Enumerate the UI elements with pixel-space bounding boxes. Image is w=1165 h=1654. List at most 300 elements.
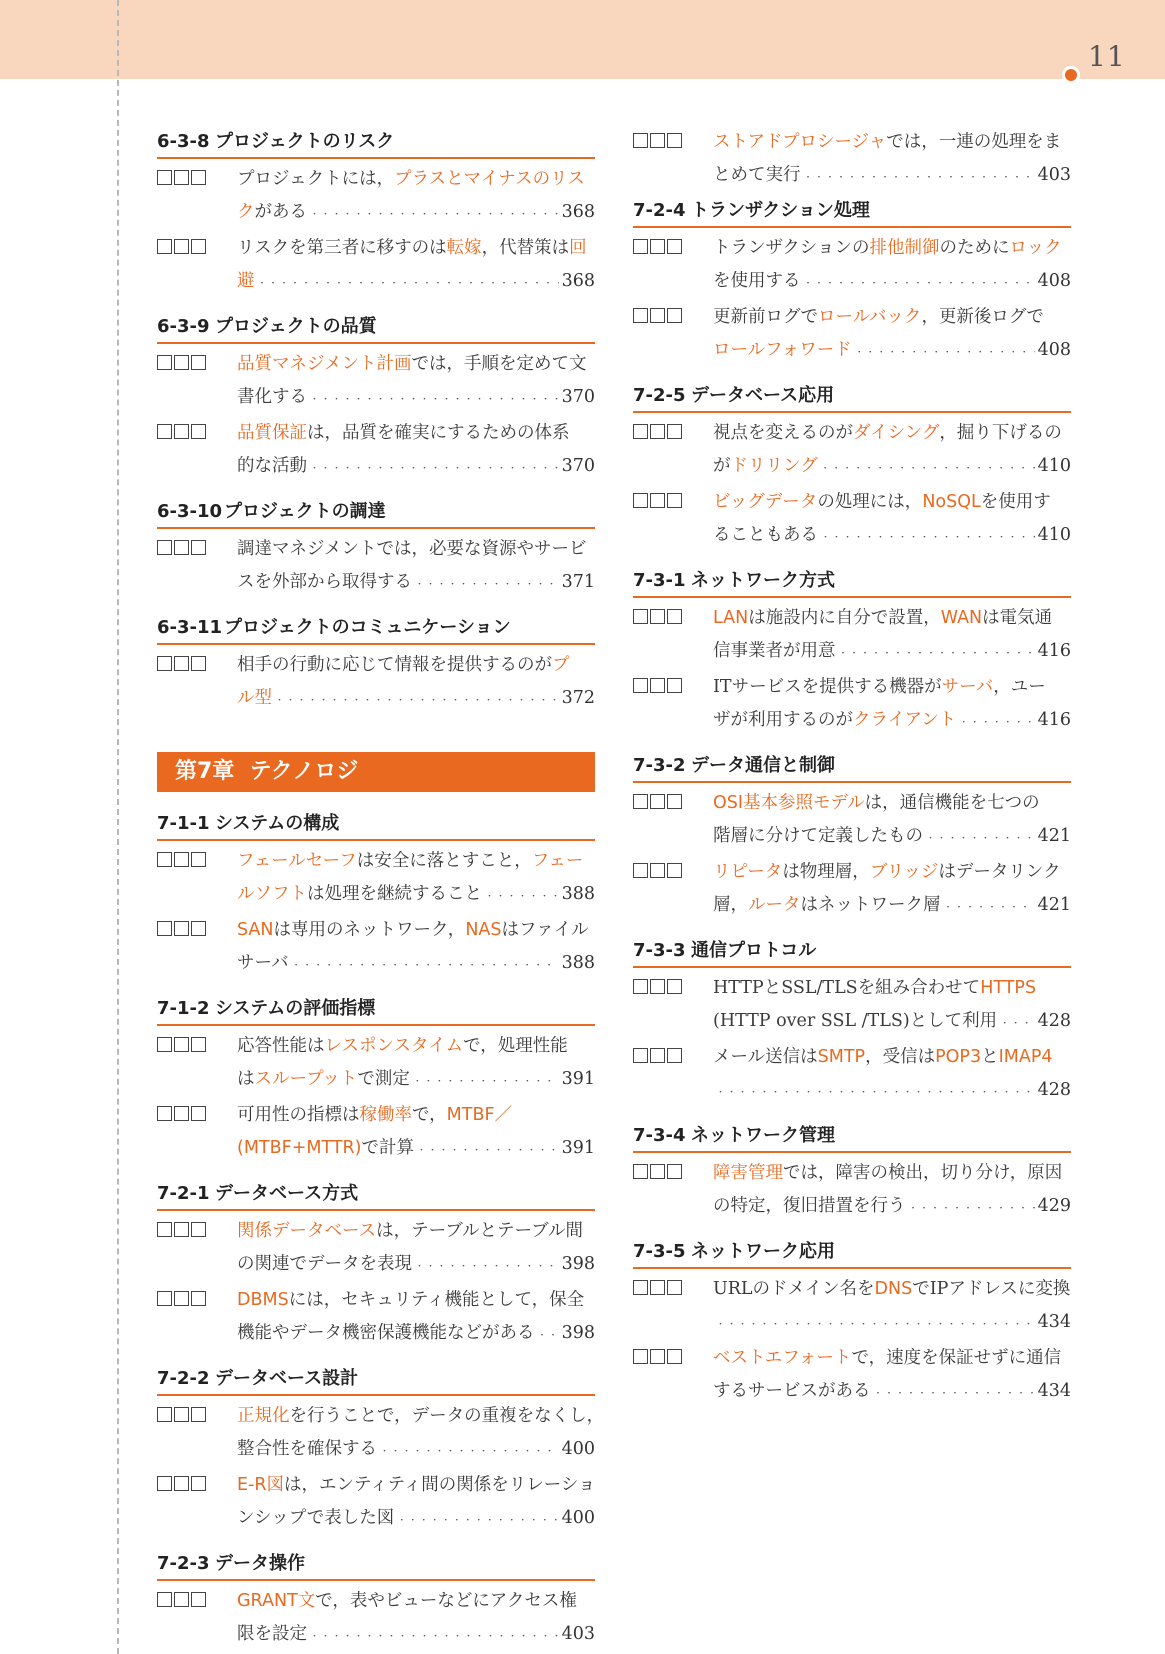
text-segment: で， xyxy=(412,1105,447,1125)
page-reference: 391 xyxy=(561,1069,595,1089)
checklist-item xyxy=(157,1215,595,1284)
checkbox-group xyxy=(157,921,208,936)
text-segment: の特定，復旧措置を行う xyxy=(713,1196,906,1216)
keyword: ビッグデータ xyxy=(713,492,818,512)
checkbox-group xyxy=(633,794,684,809)
text-segment: でIPアドレスに変換 xyxy=(912,1279,1071,1299)
checkbox-group xyxy=(157,1222,208,1237)
section-heading xyxy=(157,993,595,1026)
item-line xyxy=(237,1030,595,1063)
checkbox[interactable] xyxy=(191,1106,206,1121)
section-title: データ操作 xyxy=(215,1553,305,1574)
checkbox[interactable] xyxy=(633,1048,648,1063)
item-line xyxy=(713,334,1071,370)
checkbox[interactable] xyxy=(191,921,206,936)
keyword: ロールフォワード xyxy=(713,340,852,360)
text-segment: ンシップで表した図 xyxy=(237,1508,395,1528)
keyword: フェー xyxy=(531,851,584,871)
checklist-item xyxy=(633,671,1071,740)
keyword: IMAP4 xyxy=(998,1047,1053,1067)
section-title: ネットワーク方式 xyxy=(691,570,835,591)
section-title: 通信プロトコル xyxy=(691,940,817,961)
keyword: リピータ xyxy=(713,862,783,882)
text-segment: ることもある xyxy=(713,525,818,545)
text-segment: プロジェクトには， xyxy=(237,169,395,189)
page-reference: 410 xyxy=(1037,525,1071,545)
checkbox[interactable] xyxy=(157,1592,172,1607)
checkbox[interactable] xyxy=(633,424,648,439)
text-segment: を使用す xyxy=(980,492,1051,512)
text-segment: は電気通 xyxy=(982,608,1053,628)
dot-leader xyxy=(485,878,559,914)
checklist-item xyxy=(633,301,1071,370)
section-heading xyxy=(633,750,1071,783)
item-text xyxy=(237,1099,512,1132)
chapter-heading xyxy=(157,752,595,792)
item-line xyxy=(237,1317,595,1353)
checkbox-group xyxy=(157,355,208,370)
checkbox[interactable] xyxy=(174,1476,189,1491)
checklist-item xyxy=(157,1400,605,1469)
checkbox[interactable] xyxy=(667,794,682,809)
page-reference: 388 xyxy=(561,953,595,973)
checkbox-group xyxy=(157,1407,208,1422)
right-sections xyxy=(633,195,1071,1411)
section-number: 7-2-5 xyxy=(633,385,686,406)
checkbox[interactable] xyxy=(174,921,189,936)
text-segment: では，一連の処理をま xyxy=(886,132,1062,152)
text-segment: はネットワーク層 xyxy=(800,895,941,915)
checkbox[interactable] xyxy=(157,1037,172,1052)
section-number: 6-3-8 xyxy=(157,131,210,152)
checkbox[interactable] xyxy=(667,424,682,439)
checklist-item xyxy=(633,417,1071,486)
section-heading xyxy=(157,1363,595,1396)
checkbox[interactable] xyxy=(667,1349,682,1364)
dot-leader xyxy=(839,635,1035,671)
section-title: プロジェクトのリスク xyxy=(215,131,395,152)
item-line xyxy=(713,856,1071,889)
checkbox[interactable] xyxy=(650,239,665,254)
checkbox[interactable] xyxy=(633,493,648,508)
item-text xyxy=(237,649,570,682)
checkbox[interactable] xyxy=(174,424,189,439)
keyword: ベストエフォート xyxy=(713,1348,852,1368)
page-reference: 421 xyxy=(1037,826,1071,846)
item-line xyxy=(713,1157,1071,1190)
checkbox[interactable] xyxy=(157,540,172,555)
checkbox[interactable] xyxy=(191,1476,206,1491)
checkbox[interactable] xyxy=(191,540,206,555)
page-reference: 421 xyxy=(1037,895,1071,915)
checkbox[interactable] xyxy=(633,863,648,878)
text-segment: の処理には， xyxy=(817,492,923,512)
checkbox[interactable] xyxy=(191,1592,206,1607)
page-reference: 388 xyxy=(561,884,595,904)
checkbox-group xyxy=(633,979,684,994)
text-segment: ITサービスを提供する機器が xyxy=(713,677,942,697)
item-text xyxy=(713,820,923,853)
text-segment: トランザクションの xyxy=(713,238,870,258)
item-line xyxy=(237,914,595,947)
item-line xyxy=(713,301,1071,334)
item-text xyxy=(713,519,818,552)
checkbox[interactable] xyxy=(667,1164,682,1179)
text-segment: (HTTP over SSL /TLS)として利用 xyxy=(713,1011,998,1031)
item-line xyxy=(237,682,595,718)
item-line xyxy=(237,265,595,301)
header-band xyxy=(0,0,1165,79)
dot-leader xyxy=(538,1317,559,1353)
keyword: プ xyxy=(552,655,570,675)
checkbox[interactable] xyxy=(650,609,665,624)
checklist-item xyxy=(633,856,1071,925)
text-segment: 応答性能は xyxy=(237,1036,325,1056)
checkbox[interactable] xyxy=(191,239,206,254)
item-text xyxy=(237,381,307,414)
item-line xyxy=(713,889,1071,925)
item-line xyxy=(237,1400,605,1433)
checkbox-group xyxy=(157,1291,208,1306)
item-line xyxy=(713,450,1071,486)
page-reference: 368 xyxy=(561,271,595,291)
checkbox[interactable] xyxy=(174,355,189,370)
left-sections-bottom xyxy=(157,808,605,1654)
checkbox[interactable] xyxy=(174,852,189,867)
checkbox[interactable] xyxy=(667,678,682,693)
text-segment: で計算 xyxy=(361,1138,415,1158)
text-segment: は安全に落とすこと， xyxy=(356,851,532,871)
checklist-item xyxy=(633,486,1071,555)
checkbox[interactable] xyxy=(667,308,682,323)
item-line xyxy=(237,381,595,417)
section-number: 7-3-5 xyxy=(633,1241,686,1262)
checkbox[interactable] xyxy=(157,170,172,185)
keyword: ストアドプロシージャ xyxy=(713,132,887,152)
checkbox[interactable] xyxy=(650,1349,665,1364)
text-segment: ，掘り下げるの xyxy=(939,423,1062,443)
checklist-item xyxy=(157,232,595,301)
checkbox[interactable] xyxy=(157,1476,172,1491)
checkbox[interactable] xyxy=(174,1407,189,1422)
item-text xyxy=(237,845,583,878)
dot-leader xyxy=(310,381,559,417)
item-line xyxy=(713,704,1071,740)
checkbox[interactable] xyxy=(650,863,665,878)
checkbox[interactable] xyxy=(191,852,206,867)
section-title: データベース設計 xyxy=(215,1368,359,1389)
checkbox-group xyxy=(157,1037,208,1052)
checkbox[interactable] xyxy=(191,355,206,370)
item-line xyxy=(713,1273,1071,1306)
keyword: 正規化 xyxy=(237,1406,290,1426)
item-line xyxy=(713,1074,1071,1110)
text-segment: サーバ xyxy=(237,953,289,973)
item-line xyxy=(713,232,1071,265)
checkbox[interactable] xyxy=(650,133,665,148)
left-column xyxy=(157,126,605,1654)
text-segment: はファイル xyxy=(501,920,589,940)
item-text xyxy=(713,1375,871,1408)
checkbox[interactable] xyxy=(633,1164,648,1179)
keyword: (MTBF+MTTR) xyxy=(237,1138,362,1158)
keyword: DNS xyxy=(874,1279,913,1299)
dot-leader xyxy=(716,1306,1035,1342)
checkbox[interactable] xyxy=(650,678,665,693)
section-number: 7-1-2 xyxy=(157,998,210,1019)
item-text xyxy=(237,348,586,381)
item-text xyxy=(237,196,307,229)
item-text xyxy=(237,1469,596,1502)
item-text xyxy=(237,1215,583,1248)
item-text xyxy=(713,889,941,922)
keyword: SMTP xyxy=(817,1047,866,1067)
dot-leader xyxy=(959,704,1034,740)
text-segment: 機能やデータ機密保護機能などがある xyxy=(237,1323,535,1343)
section-title: トランザクション処理 xyxy=(691,200,870,221)
text-segment: するサービスがある xyxy=(713,1381,871,1401)
checkbox[interactable] xyxy=(633,1349,648,1364)
item-text xyxy=(713,1190,906,1223)
checklist-item xyxy=(633,1273,1071,1342)
checkbox[interactable] xyxy=(633,308,648,323)
checkbox[interactable] xyxy=(174,540,189,555)
checkbox-group xyxy=(157,170,208,185)
keyword: プラスとマイナスのリス xyxy=(394,169,585,189)
checkbox[interactable] xyxy=(191,1291,206,1306)
page-reference: 416 xyxy=(1037,710,1071,730)
text-segment: ，受信は xyxy=(865,1047,936,1067)
keyword: 転嫁 xyxy=(446,238,482,258)
checkbox[interactable] xyxy=(650,424,665,439)
item-text xyxy=(713,1041,1053,1074)
item-text xyxy=(713,704,956,737)
checkbox[interactable] xyxy=(633,979,648,994)
dot-leader xyxy=(275,682,559,718)
checklist-item xyxy=(633,972,1071,1041)
item-line xyxy=(237,1215,595,1248)
keyword: レスポンスタイム xyxy=(324,1036,464,1056)
item-text xyxy=(237,1618,307,1651)
checkbox[interactable] xyxy=(191,424,206,439)
checkbox[interactable] xyxy=(650,1164,665,1179)
checkbox[interactable] xyxy=(157,239,172,254)
text-segment: では，手順を定めて文 xyxy=(411,354,587,374)
item-line xyxy=(713,1005,1071,1041)
item-text xyxy=(237,1317,535,1350)
checklist-item xyxy=(157,163,595,232)
page-reference: 434 xyxy=(1037,1381,1071,1401)
dot-leader xyxy=(380,1433,559,1469)
checkbox[interactable] xyxy=(174,239,189,254)
item-text xyxy=(713,1005,997,1038)
keyword: 回 xyxy=(569,238,587,258)
checkbox-group xyxy=(633,308,684,323)
checkbox[interactable] xyxy=(650,1280,665,1295)
checklist-item xyxy=(157,1099,595,1168)
page-reference: 371 xyxy=(561,572,595,592)
item-text xyxy=(237,1400,604,1433)
checkbox[interactable] xyxy=(157,355,172,370)
keyword: 排他制御 xyxy=(869,238,940,258)
checkbox[interactable] xyxy=(191,656,206,671)
checkbox-group xyxy=(157,540,208,555)
dot-leader xyxy=(804,159,1035,195)
checkbox[interactable] xyxy=(157,656,172,671)
section-heading xyxy=(157,808,595,841)
section-title: ネットワーク応用 xyxy=(691,1241,835,1262)
checkbox[interactable] xyxy=(650,308,665,323)
item-line xyxy=(237,1284,595,1317)
checkbox[interactable] xyxy=(157,424,172,439)
text-segment: リスクを第三者に移すのは xyxy=(237,238,447,258)
checkbox[interactable] xyxy=(667,863,682,878)
checklist-item xyxy=(633,602,1071,671)
item-text xyxy=(713,635,836,668)
item-line xyxy=(237,566,595,602)
text-segment: とめて実行 xyxy=(713,165,801,185)
checkbox[interactable] xyxy=(633,1280,648,1295)
item-text xyxy=(237,1433,377,1466)
checkbox[interactable] xyxy=(174,1222,189,1237)
item-line xyxy=(713,1342,1071,1375)
item-line xyxy=(713,1375,1071,1411)
text-segment: を行うことで，データの重複をなくし， xyxy=(289,1406,605,1426)
checkbox[interactable] xyxy=(650,493,665,508)
checkbox[interactable] xyxy=(157,921,172,936)
section-heading xyxy=(157,612,595,645)
checkbox[interactable] xyxy=(633,794,648,809)
checkbox[interactable] xyxy=(667,133,682,148)
keyword: DBMS xyxy=(237,1290,289,1310)
item-line xyxy=(237,348,595,381)
keyword: ル型 xyxy=(237,688,272,708)
checkbox-group xyxy=(633,609,684,624)
dot-leader xyxy=(292,947,559,983)
checkbox[interactable] xyxy=(633,678,648,693)
item-text xyxy=(237,878,482,911)
checkbox[interactable] xyxy=(650,794,665,809)
checkbox[interactable] xyxy=(174,656,189,671)
section-heading xyxy=(633,195,1071,228)
left-sections-top xyxy=(157,126,595,718)
checkbox[interactable] xyxy=(157,852,172,867)
checkbox[interactable] xyxy=(667,1280,682,1295)
checkbox[interactable] xyxy=(174,1106,189,1121)
section-heading xyxy=(633,1236,1071,1269)
keyword: スループット xyxy=(254,1069,358,1089)
checkbox[interactable] xyxy=(157,1222,172,1237)
section-heading xyxy=(633,380,1071,413)
checkbox-group xyxy=(633,424,684,439)
text-segment: ザが利用するのが xyxy=(713,710,853,730)
checkbox[interactable] xyxy=(633,239,648,254)
checkbox[interactable] xyxy=(174,170,189,185)
item-text xyxy=(713,856,1061,889)
item-text xyxy=(237,914,589,947)
checkbox[interactable] xyxy=(174,1037,189,1052)
section-heading xyxy=(633,1120,1071,1153)
checkbox-group xyxy=(633,1164,684,1179)
text-segment: は，品質を確実にするための体系 xyxy=(307,423,570,443)
item-line xyxy=(237,1469,595,1502)
checkbox[interactable] xyxy=(633,609,648,624)
checklist-item xyxy=(157,348,595,417)
text-segment: は専用のネットワーク， xyxy=(273,920,466,940)
checkbox-group xyxy=(633,1349,684,1364)
section-heading xyxy=(633,565,1071,598)
text-segment: 層， xyxy=(713,895,748,915)
text-segment: 可用性の指標は xyxy=(237,1105,360,1125)
item-text xyxy=(713,417,1062,450)
section-number: 6-3-10 xyxy=(157,501,223,522)
dot-leader xyxy=(821,519,1035,555)
page-reference: 428 xyxy=(1037,1011,1071,1031)
text-segment: で，速度を保証せずに通信 xyxy=(851,1348,1062,1368)
checkbox[interactable] xyxy=(667,493,682,508)
checkbox[interactable] xyxy=(650,1048,665,1063)
dot-leader xyxy=(909,1190,1035,1226)
section-title: プロジェクトの調達 xyxy=(224,501,386,522)
page-marker-dot xyxy=(1062,66,1080,84)
section-heading xyxy=(157,1178,595,1211)
item-text xyxy=(237,450,307,483)
checkbox[interactable] xyxy=(191,1407,206,1422)
keyword: GRANT文 xyxy=(237,1591,316,1611)
text-segment: で，表やビューなどにアクセス権 xyxy=(315,1591,577,1611)
item-text xyxy=(713,159,801,192)
checkbox-group xyxy=(633,1280,684,1295)
dot-leader xyxy=(310,450,559,486)
checkbox[interactable] xyxy=(650,979,665,994)
item-line xyxy=(713,787,1071,820)
checklist-item xyxy=(157,417,595,486)
dot-leader xyxy=(310,1618,559,1654)
checkbox-group xyxy=(633,493,684,508)
text-segment: がある xyxy=(254,202,307,222)
section-number: 7-3-4 xyxy=(633,1125,686,1146)
checkbox[interactable] xyxy=(667,1048,682,1063)
text-segment: には，セキュリティ機能として，保全 xyxy=(288,1290,585,1310)
page-reference: 403 xyxy=(1037,165,1071,185)
checkbox[interactable] xyxy=(157,1407,172,1422)
checkbox[interactable] xyxy=(174,1291,189,1306)
page-reference: 410 xyxy=(1037,456,1071,476)
text-segment: 相手の行動に応じて情報を提供するのが xyxy=(237,655,552,675)
checkbox[interactable] xyxy=(667,609,682,624)
text-segment: 視点を変えるのが xyxy=(713,423,853,443)
keyword: 障害管理 xyxy=(713,1163,783,1183)
keyword: 品質保証 xyxy=(237,423,307,443)
checkbox[interactable] xyxy=(191,170,206,185)
checkbox[interactable] xyxy=(174,1592,189,1607)
text-segment: 整合性を確保する xyxy=(237,1439,377,1459)
checkbox[interactable] xyxy=(191,1037,206,1052)
keyword: 避 xyxy=(237,271,255,291)
page-reference: 398 xyxy=(561,1323,595,1343)
checkbox[interactable] xyxy=(157,1106,172,1121)
item-line xyxy=(237,1132,595,1168)
checkbox[interactable] xyxy=(667,239,682,254)
checkbox[interactable] xyxy=(191,1222,206,1237)
checkbox[interactable] xyxy=(633,133,648,148)
checkbox[interactable] xyxy=(667,979,682,994)
checklist-item xyxy=(157,533,595,602)
checkbox[interactable] xyxy=(157,1291,172,1306)
item-line xyxy=(713,602,1071,635)
text-segment: HTTPとSSL/TLSを組み合わせて xyxy=(713,978,981,998)
section-title: データベース応用 xyxy=(691,385,835,406)
